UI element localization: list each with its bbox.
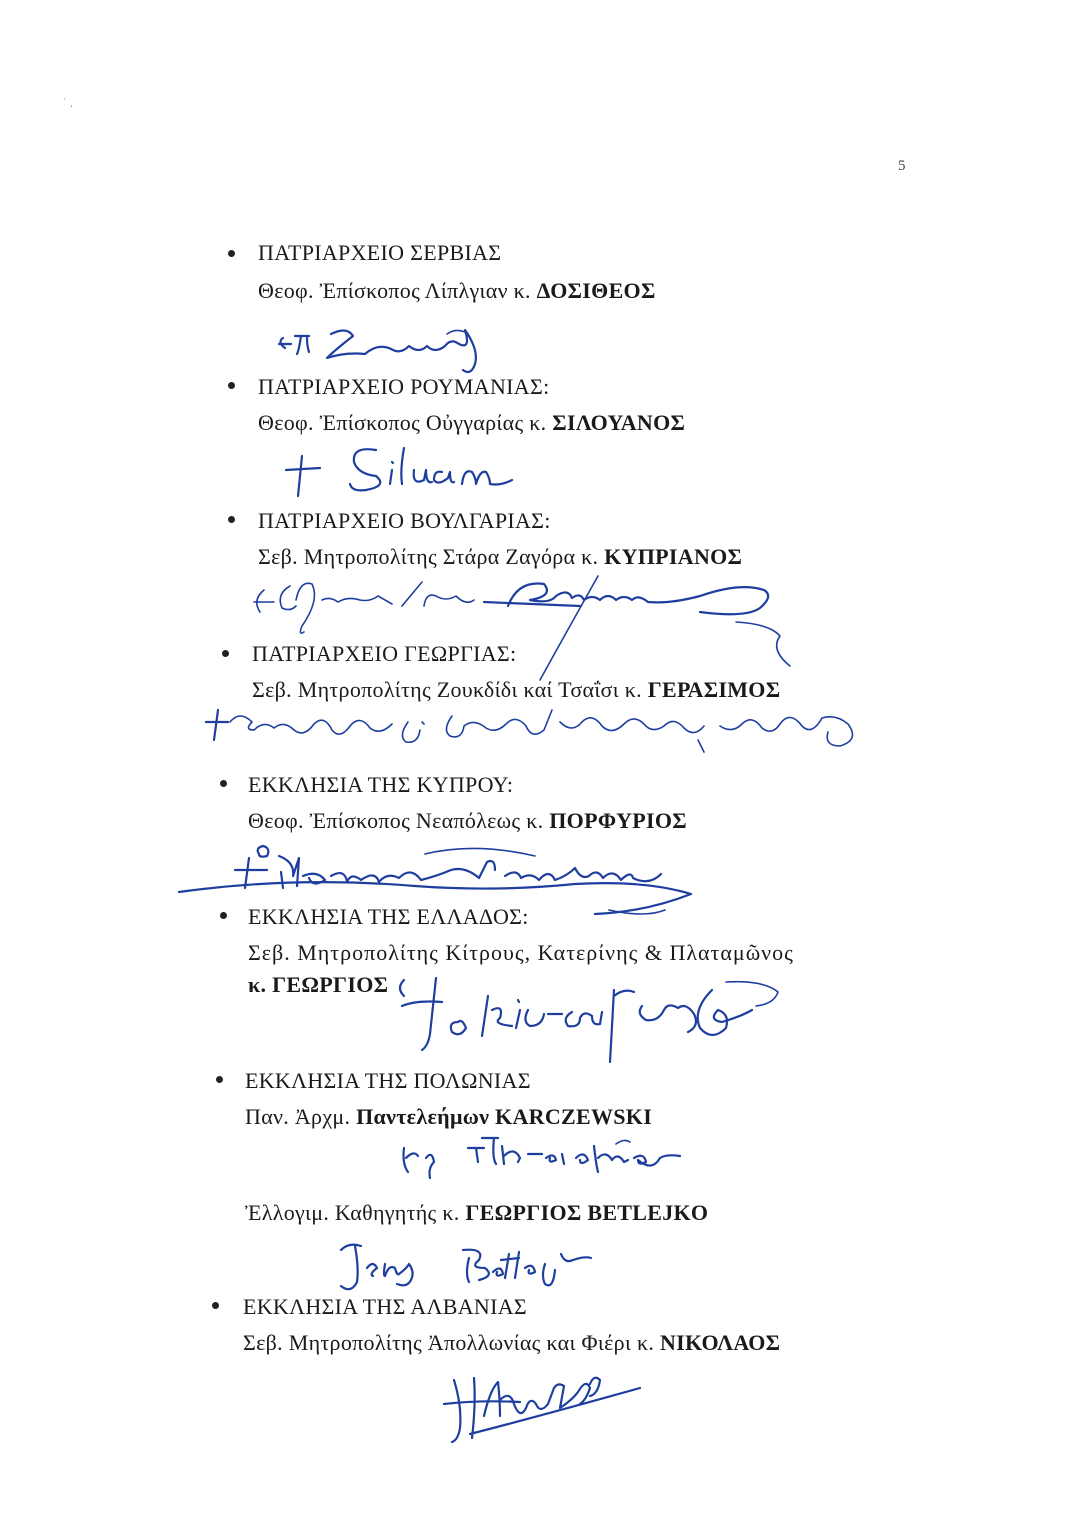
signature-romania [280,440,520,504]
scan-speck: ˙ , [62,98,74,109]
church-name: ΠΑΤΡΙΑΡΧΕΙΟ ΒΟΥΛΓΑΡΙΑΣ: [258,508,551,533]
bishop-title: Σεβ. Μητροπολίτης Κίτρους, Κατερίνης & Πλαταμῶνος [248,940,794,965]
bishop-title [248,808,687,834]
bishop-title [243,1330,780,1356]
bishop-name: ΓΕΡΑΣΙΜΟΣ [647,677,781,702]
church-name: ΠΑΤΡΙΑΡΧΕΙΟ ΣΕΡΒΙΑΣ [258,240,502,265]
bishop-title-prefix: Θεοφ. Ἐπίσκοπος Λίπλγιαν κ. [258,278,531,303]
bishop-name: ΝΙΚΟΛΑΟΣ [659,1330,781,1355]
clergy-title-prefix: Παν. Ἀρχμ. [245,1104,351,1129]
professor-title [245,1200,708,1226]
bishop-title-prefix: Σεβ. Μητροπολίτης Ζουκδίδι καί Τσαΐσι κ. [252,677,642,702]
bullet-icon [212,1302,219,1309]
bullet-icon [228,516,235,523]
bishop-title [258,278,656,304]
page-number: 5 [898,158,906,174]
bishop-title-prefix: Σεβ. Μητροπολίτης Στάρα Ζαγόρα κ. [258,544,599,569]
church-name: ΠΑΤΡΙΑΡΧΕΙΟ ΡΟΥΜΑΝΙΑΣ: [258,374,550,399]
signature-greece [396,966,796,1080]
professor-title-prefix: Ἐλλογιμ. Καθηγητής κ. [245,1200,460,1225]
bishop-name: κ. ΓΕΩΡΓΙΟΣ [248,972,389,997]
church-name: ΕΚΚΛΗΣΙΑ ΤΗΣ ΑΛΒΑΝΙΑΣ [243,1294,527,1319]
bishop-name: ΚΥΠΡΙΑΝΟΣ [604,544,743,569]
bishop-name-line [248,972,388,998]
church-name: ΕΚΚΛΗΣΙΑ ΤΗΣ ΚΥΠΡΟΥ: [248,772,514,797]
church-name: ΕΚΚΛΗΣΙΑ ΤΗΣ ΠΟΛΩΝΙΑΣ [245,1068,531,1093]
bullet-icon [220,780,227,787]
clergy-name: Παντελεήμων KARCZEWSKI [356,1104,653,1129]
signature-poland-2 [335,1238,615,1302]
bullet-icon [228,382,235,389]
bullet-icon [222,650,229,657]
bullet-icon [216,1076,223,1083]
bishop-title-prefix: Θεοφ. Ἐπίσκοπος Νεαπόλεως κ. [248,808,544,833]
bishop-title-prefix: Θεοφ. Ἐπίσκοπος Οὐγγαρίας κ. [258,410,547,435]
bullet-icon [220,912,227,919]
signature-poland-1 [398,1128,718,1192]
clergy-title [245,1104,652,1130]
church-name: ΕΚΚΛΗΣΙΑ ΤΗΣ ΕΛΛΑΔΟΣ: [248,904,529,929]
professor-name: ΓΕΩΡΓΙΟΣ BETLEJKO [465,1200,709,1225]
bishop-name: ΔΟΣΙΘΕΟΣ [536,278,656,303]
signature-georgia [200,700,880,774]
bishop-title-prefix: Σεβ. Μητροπολίτης Ἀπολλωνίας και Φιέρι κ. [243,1330,655,1355]
bishop-title [258,410,685,436]
church-name: ΠΑΤΡΙΑΡΧΕΙΟ ΓΕΩΡΓΙΑΣ: [252,641,517,666]
bishop-name: ΠΟΡΦΥΡΙΟΣ [549,808,687,833]
bullet-icon [228,250,235,257]
bishop-name: ΣΙΛΟΥΑΝΟΣ [552,410,686,435]
signature-albania [440,1360,660,1454]
